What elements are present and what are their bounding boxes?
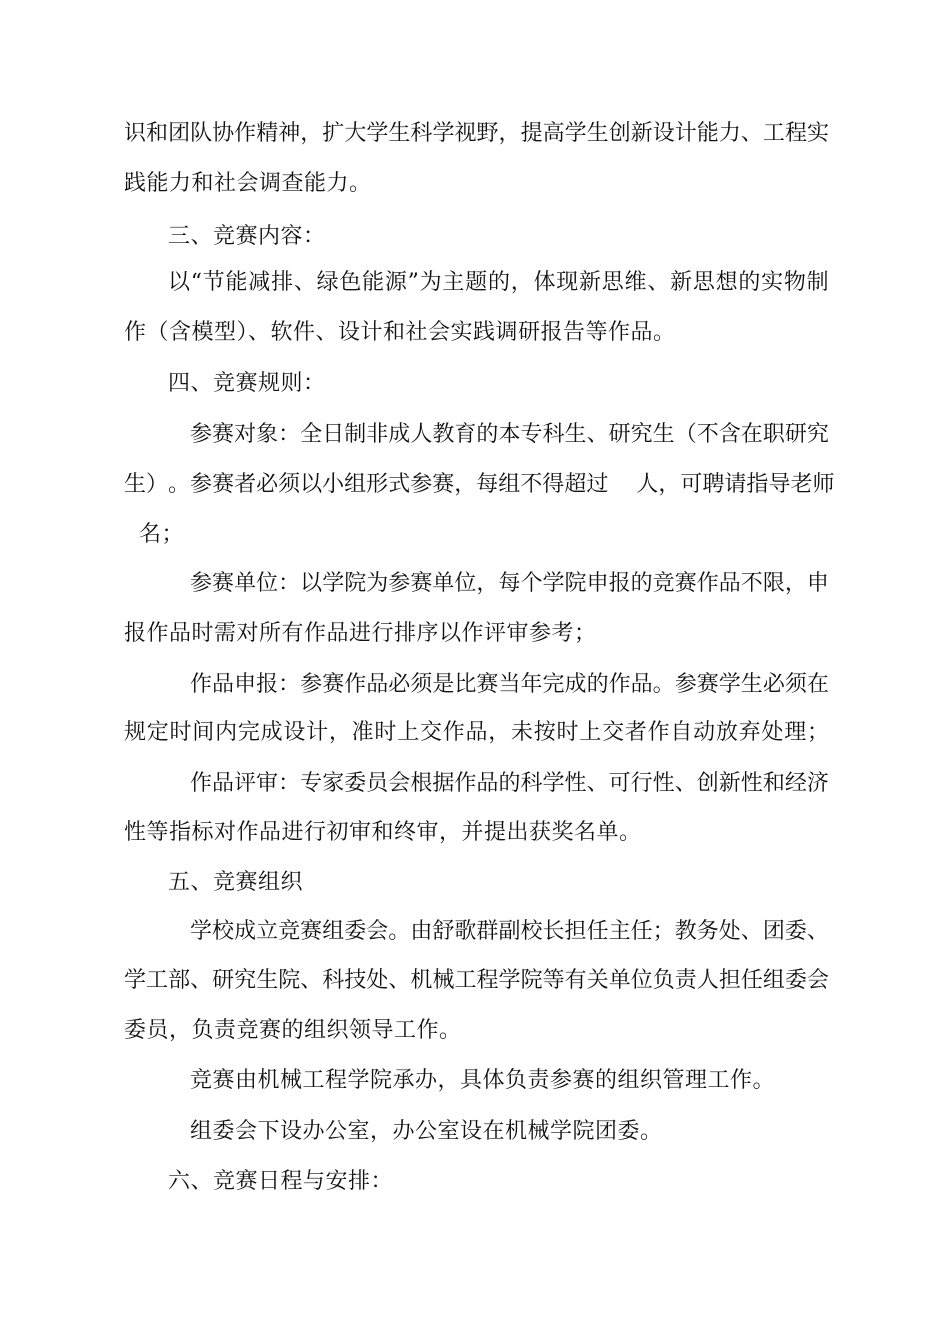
rule-line: 参 赛 单 位 ： 以 学 院 为 参 赛 单 位 ， 每 个 学 院 申 报 的 竞 赛 作 品 不 限 ， 申 (190, 571, 829, 596)
rule-line: 参 赛 对 象 ： 全 日 制 非 成 人 教 育 的 本 专 科 生 、 研 究 生 （ 不 含 在 职 研 究 (190, 422, 829, 447)
paragraph-line: 作（含模型）、软件、设计和社会实践调研报告等作品。 (124, 320, 676, 345)
rule-line: 报作品时需对所有作品进行排序以作评审参考； (124, 621, 597, 646)
paragraph-line: 组委会下设办公室，办公室设在机械学院团委。 (190, 1119, 663, 1144)
paragraph-line: 学 工 部 、 研 究 生 院 、 科 技 处 、 机 械 工 程 学 院 等 有 关 单 位 负 责 人 担 任 组 委 会 (124, 968, 829, 993)
section-heading: 四、竞赛规则： (168, 371, 326, 396)
paragraph-line: 委员，负责竞赛的组织领导工作。 (124, 1018, 462, 1043)
rule-line: 规 定 时 间 内 完 成 设 计 ， 准 时 上 交 作 品 ， 未 按 时 上 交 者 作 自 动 放 弃 处 理 ； (124, 720, 829, 745)
section-heading: 六、竞赛日程与安排： (168, 1169, 394, 1194)
paragraph-line: 以 “ 节 能 减 排 、 绿 色 能 源 ” 为 主 题 的 ， 体 现 新 思 维 、 新 思 想 的 实 物 制 (168, 270, 829, 295)
rule-line: 作 品 评 审 ： 专 家 委 员 会 根 据 作 品 的 科 学 性 、 可 行 性 、 创 新 性 和 经 济 (190, 771, 829, 796)
paragraph-line: 践能力和社会调查能力。 (124, 171, 372, 196)
paragraph-line: 竞赛由机械工程学院承办，具体负责参赛的组织管理工作。 (190, 1068, 776, 1093)
paragraph-line: 识 和 团 队 协 作 精 神 ， 扩 大 学 生 科 学 视 野 ， 提 高 学 生 创 新 设 计 能 力 、 工 程 实 (124, 121, 829, 146)
rule-line: 作 品 申 报 ： 参 赛 作 品 必 须 是 比 赛 当 年 完 成 的 作 品 。 参 赛 学 生 必 须 在 (190, 672, 829, 697)
paragraph-line: 学 校 成 立 竞 赛 组 委 会 。 由 舒 歌 群 副 校 长 担 任 主 任 ； 教 务 处 、 团 委 、 (190, 919, 829, 944)
rule-line: 生 ） 。 参 赛 者 必 须 以 小 组 形 式 参 赛 ， 每 组 不 得 超 过 人 ， 可 聘 请 指 导 老 师 (124, 472, 835, 497)
rule-line: 名； (124, 522, 184, 547)
rule-line: 性等指标对作品进行初审和终审，并提出获奖名单。 (124, 820, 642, 845)
section-heading: 五、竞赛组织 (168, 870, 304, 895)
section-heading: 三、竞赛内容： (168, 224, 326, 249)
